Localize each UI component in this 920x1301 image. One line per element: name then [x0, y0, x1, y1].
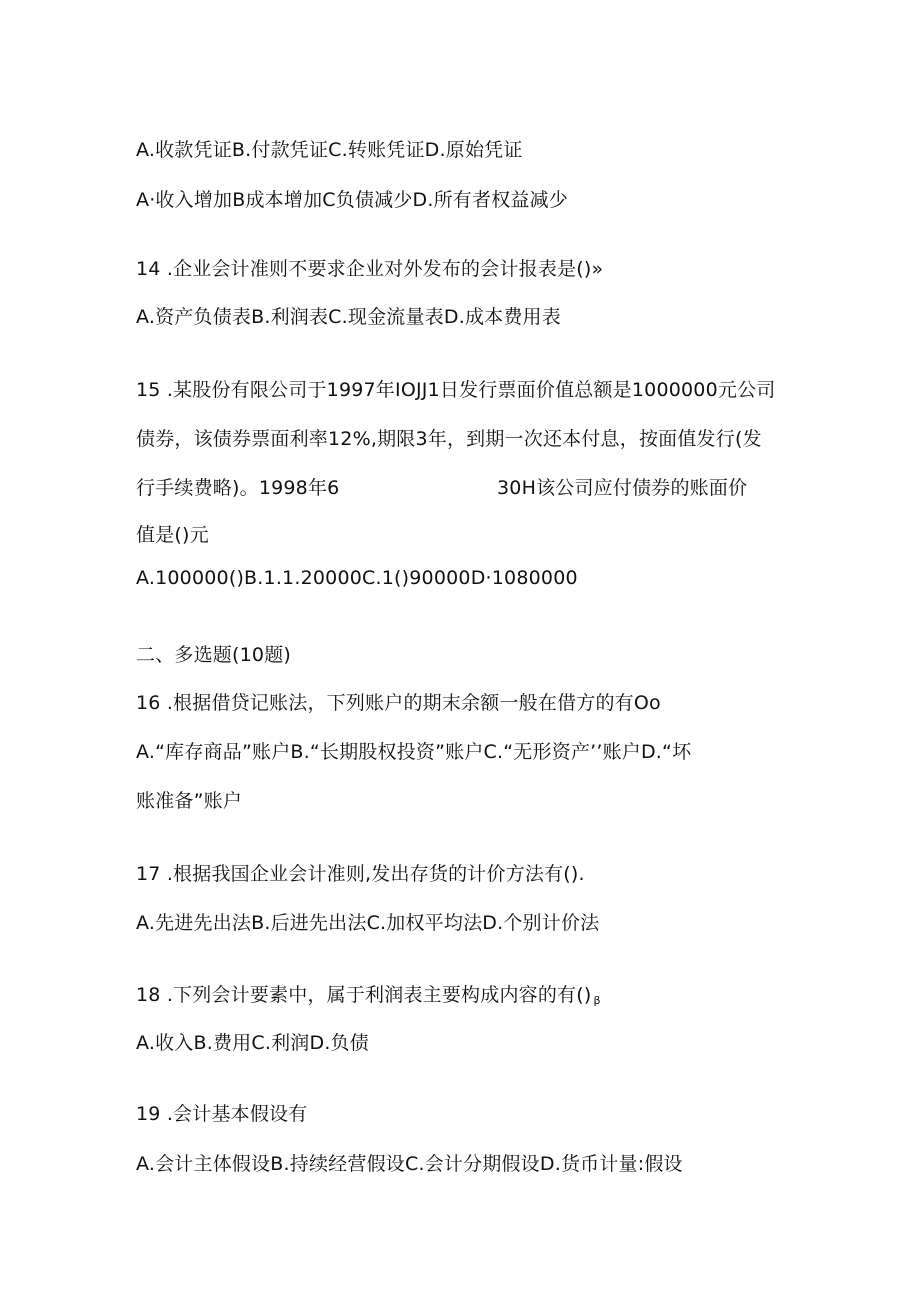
- options-q16-line-2: 账准备”账户: [136, 790, 243, 812]
- question-16: 16 .根据借贷记账法，下列账户的期末余额一般在借方的有Oo: [136, 692, 661, 714]
- options-q17: A.先进先出法B.后进先出法C.加权平均法D.个别计价法: [136, 912, 600, 934]
- question-17: 17 .根据我国企业会计准则,发出存货的计价方法有().: [136, 863, 585, 885]
- options-q19: A.会计主体假设B.持续经营假设C.会计分期假设D.货币计量:假设: [136, 1153, 683, 1175]
- question-15-line-1: 15 .某股份有限公司于1997年IOJJ1日发行票面价值总额是1000000元公司: [136, 379, 776, 401]
- options-q15: A.100000()B.1.1.20000C.1()90000D·1080000: [136, 567, 578, 589]
- question-15-line-2: 债券，该债券票面利率12%,期限3年，到期一次还本付息，按面值发行(发: [136, 428, 762, 450]
- question-15-line-4: 值是()元: [136, 524, 209, 546]
- question-15-line-3-right: 30H该公司应付债券的账面价: [497, 477, 748, 499]
- question-15-line-3: [136, 476, 836, 500]
- options-q12: A.收款凭证B.付款凭证C.转账凭证D.原始凭证: [136, 139, 523, 161]
- options-q13: A·收入增加B成本增加C负债减少D.所有者权益减少: [136, 189, 569, 211]
- question-15-line-3-left: 行手续费略)。1998年6: [136, 477, 340, 499]
- question-18-text: 18 .下列会计要素中，属于利润表主要构成内容的有(): [136, 984, 592, 1006]
- options-q14: A.资产负债表B.利润表C.现金流量表D.成本费用表: [136, 306, 561, 328]
- question-18-mark: β: [593, 994, 601, 1007]
- section-heading-multiple-choice: 二、多选题(10题): [136, 644, 292, 666]
- question-14: 14 .企业会计准则不要求企业对外发布的会计报表是()»: [136, 258, 604, 280]
- question-19: 19 .会计基本假设有: [136, 1103, 308, 1125]
- options-q18: A.收入B.费用C.利润D.负债: [136, 1032, 369, 1054]
- options-q16-line-1: A.“库存商品”账户B.“长期股权投资”账户C.“无形资产’’账户D.“坏: [136, 741, 692, 763]
- question-18: [136, 983, 601, 1013]
